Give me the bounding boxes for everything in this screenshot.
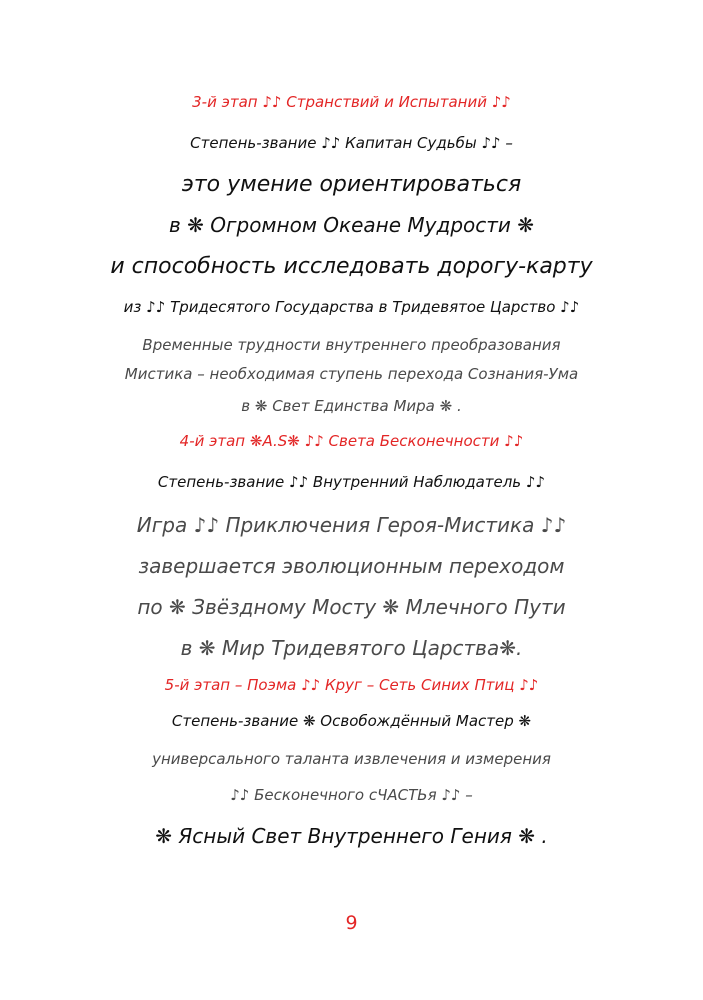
body-line-difficulties: Временные трудности внутреннего преобразования	[142, 336, 561, 354]
stage-5-heading: 5-й этап – Поэма ♪♪ Круг – Сеть Синих Птиц ♪♪	[164, 676, 539, 694]
rank-master-line: Степень-звание ❋ Освобождённый Мастер ❋	[171, 712, 532, 730]
body-line-world: в ❋ Мир Тридевятого Царства❋.	[180, 636, 523, 660]
stage-3-heading: 3-й этап ♪♪ Странствий и Испытаний ♪♪	[192, 93, 511, 111]
body-line-unity: в ❋ Свет Единства Мира ❋ .	[241, 397, 462, 415]
page-number: 9	[345, 912, 358, 934]
body-line-bridge: по ❋ Звёздному Мосту ❋ Млечного Пути	[137, 595, 566, 619]
rank-captain-line: Степень-звание ♪♪ Капитан Судьбы ♪♪ –	[190, 134, 513, 152]
body-line-game: Игра ♪♪ Приключения Героя-Мистика ♪♪	[136, 513, 567, 537]
body-line-evolution: завершается эволюционным переходом	[138, 554, 565, 578]
body-line-talent: универсального таланта извлечения и измерения	[152, 750, 551, 768]
body-line-mystic: Мистика – необходимая ступень перехода Сознания-Ума	[124, 365, 579, 383]
body-line-genius: ❋ Ясный Свет Внутреннего Гения ❋ .	[155, 824, 548, 848]
body-line-happiness: ♪♪ Бесконечного сЧАСТЬя ♪♪ –	[230, 786, 473, 804]
body-line-explore: и способность исследовать дорогу-карту	[110, 254, 593, 279]
body-line-kingdom: из ♪♪ Тридесятого Государства в Тридевятое Царство ♪♪	[123, 298, 580, 316]
rank-observer-line: Степень-звание ♪♪ Внутренний Наблюдатель ♪♪	[157, 473, 546, 491]
stage-4-heading: 4-й этап ❋A.S❋ ♪♪ Света Бесконечности ♪♪	[179, 432, 524, 450]
body-line-orient: это умение ориентироваться	[181, 172, 522, 197]
body-line-ocean: в ❋ Огромном Океане Мудрости ❋	[168, 213, 535, 237]
